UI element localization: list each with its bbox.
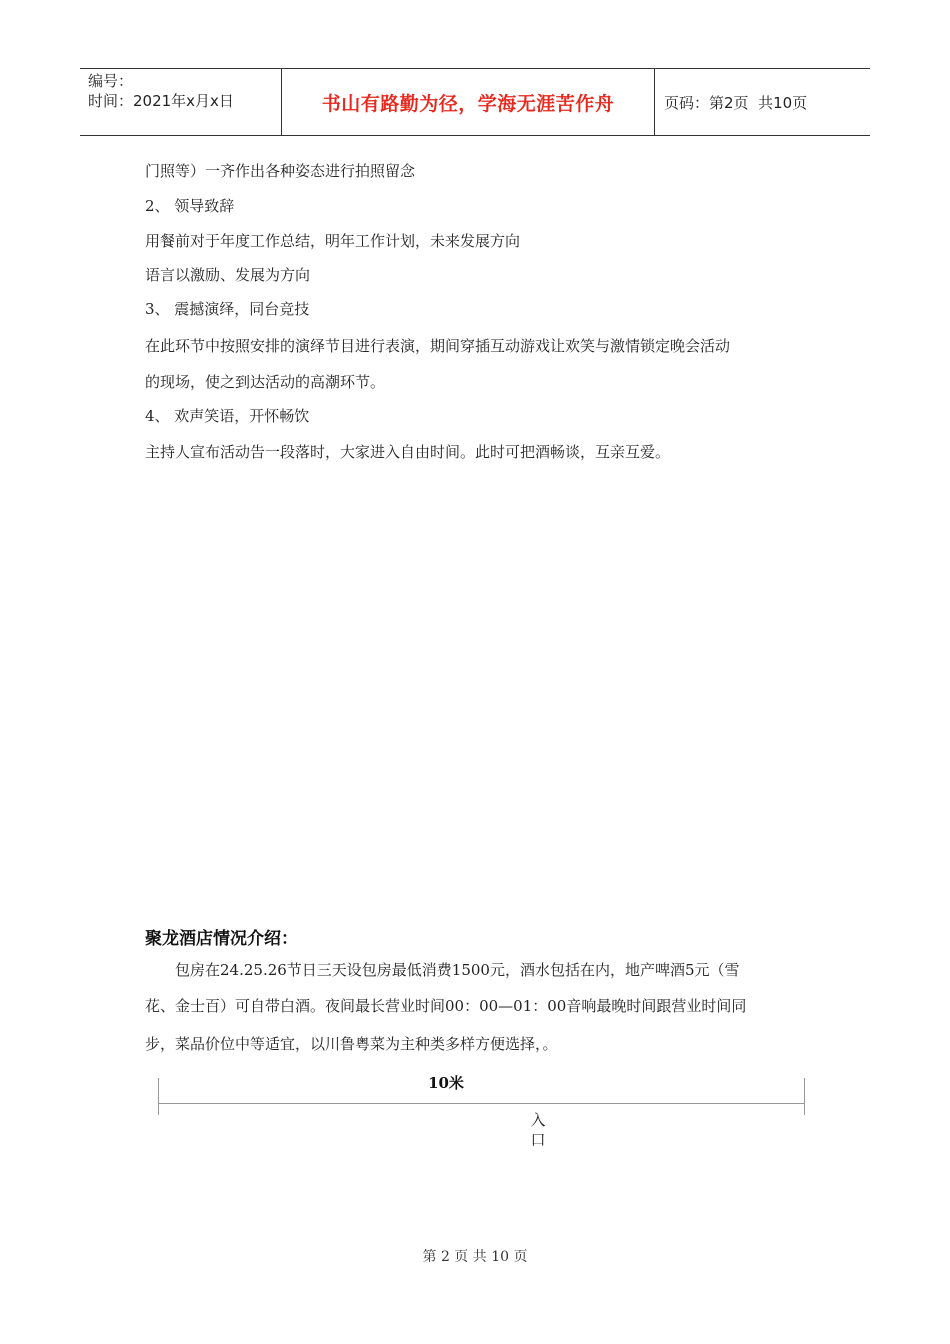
dimension-tick-right <box>804 1078 805 1115</box>
dimension-line <box>158 1103 804 1104</box>
dimension-tick-left <box>158 1078 159 1115</box>
hotel-paragraph-line: 花、金士百）可自带白酒。夜间最长营业时间00：00—01：00音响最晚时间跟营业时间同 <box>145 997 747 1015</box>
entrance-char: 口 <box>530 1131 546 1149</box>
body-line: 用餐前对于年度工作总结，明年工作计划，未来发展方向 <box>145 232 521 250</box>
body-line: 4、 欢声笑语，开怀畅饮 <box>145 407 310 425</box>
body-line: 门照等）一齐作出各种姿态进行拍照留念 <box>145 162 416 180</box>
header-page-number: 页码：第2页 共10页 <box>664 94 808 112</box>
date-label: 时间：2021年x月x日 <box>88 92 234 110</box>
page-header <box>80 68 870 136</box>
body-line: 的现场，使之到达活动的高潮环节。 <box>145 373 386 391</box>
body-line: 2、 领导致辞 <box>145 197 235 215</box>
serial-number-label: 编号： <box>88 72 134 90</box>
header-divider <box>654 69 655 135</box>
width-dimension-label: 10米 <box>428 1074 464 1092</box>
entrance-label <box>530 1110 546 1150</box>
hotel-paragraph-line: 包房在24.25.26节日三天设包房最低消费1500元，酒水包括在内，地产啤酒5元（雪 <box>145 961 740 979</box>
header-motto: 书山有路勤为径，学海无涯苦作舟 <box>321 93 615 115</box>
hotel-paragraph-line: 步，菜品价位中等适宜，以川鲁粤菜为主种类多样方便选择，。 <box>145 1035 558 1053</box>
header-meta <box>88 71 234 111</box>
entrance-char: 入 <box>530 1111 546 1129</box>
hotel-section-title: 聚龙酒店情况介绍： <box>145 929 298 949</box>
body-line: 主持人宣布活动告一段落时，大家进入自由时间。此时可把酒畅谈，互亲互爱。 <box>145 443 671 461</box>
body-line: 在此环节中按照安排的演绎节目进行表演，期间穿插互动游戏让欢笑与激情锁定晚会活动 <box>145 337 731 355</box>
page-footer: 第 2 页 共 10 页 <box>422 1249 528 1265</box>
body-line: 3、 震撼演绎，同台竞技 <box>145 300 310 318</box>
body-line: 语言以激励、发展为方向 <box>145 266 311 284</box>
